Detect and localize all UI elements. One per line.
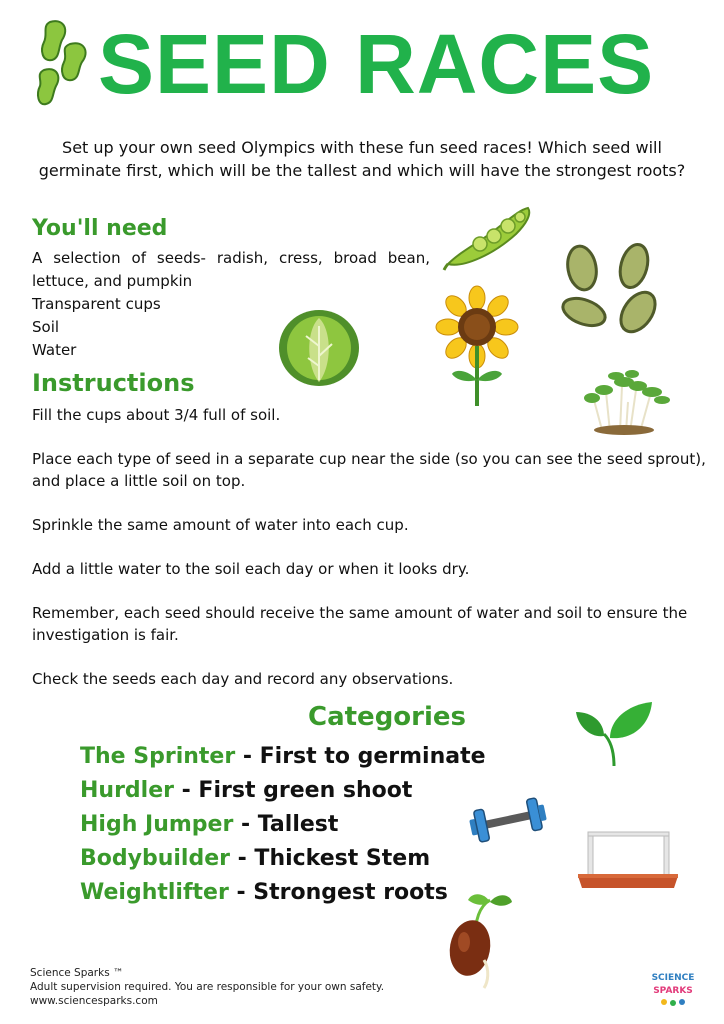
- pumpkin-seeds-icon: [558, 240, 666, 336]
- category-name: High Jumper: [80, 812, 234, 837]
- category-item: [80, 876, 486, 910]
- category-name: Bodybuilder: [80, 846, 230, 871]
- logo-line-2: SPARKS: [653, 986, 693, 996]
- hurdle-icon: [578, 828, 682, 894]
- category-item: [80, 740, 486, 774]
- list-item: Check the seeds each day and record any observations.: [32, 670, 454, 688]
- category-item: [80, 808, 486, 842]
- bean-seeds-icon: [36, 18, 96, 108]
- categories-heading: Categories: [308, 702, 467, 732]
- instructions-heading: Instructions: [32, 369, 195, 397]
- science-sparks-logo-icon: [650, 966, 696, 1008]
- you-need-heading: You'll need: [32, 216, 168, 241]
- category-desc: - Strongest roots: [228, 880, 448, 905]
- list-item: Sprinkle the same amount of water into each cup.: [32, 516, 409, 534]
- dumbbell-icon: [468, 798, 548, 842]
- footer: [30, 966, 384, 1008]
- list-item: Transparent cups: [32, 295, 161, 313]
- sunflower-icon: [438, 288, 516, 408]
- footer-url: www.sciencesparks.com: [30, 995, 158, 1007]
- leaf-icon: [574, 700, 654, 768]
- you-need-list: [32, 247, 430, 362]
- list-item: Place each type of seed in a separate cup near the side (so you can see the seed sprout), and place a little soil on top.: [32, 450, 706, 490]
- categories-list: [80, 740, 486, 910]
- category-name: Hurdler: [80, 778, 174, 803]
- list-item: Add a little water to the soil each day or when it looks dry.: [32, 560, 470, 578]
- category-desc: - Tallest: [233, 812, 339, 837]
- sprouting-bean-icon: [444, 890, 514, 990]
- intro-text: Set up your own seed Olympics with these fun seed races! Which seed will germinate first, which will be the tallest and which will have the strongest roots?: [38, 138, 686, 180]
- pea-pod-icon: [444, 204, 536, 270]
- category-desc: - Thickest Stem: [229, 846, 431, 871]
- list-item: Soil: [32, 318, 60, 336]
- logo-line-1: SCIENCE: [651, 973, 695, 983]
- list-item: Fill the cups about 3/4 full of soil.: [32, 406, 281, 424]
- list-item: A selection of seeds- radish, cress, broad bean, lettuce, and pumpkin: [32, 249, 430, 290]
- footer-brand: Science Sparks ™: [30, 967, 124, 979]
- list-item: Remember, each seed should receive the same amount of water and soil to ensure the investigation is fair.: [32, 604, 688, 644]
- category-desc: - First to germinate: [235, 744, 486, 769]
- category-desc: - First green shoot: [173, 778, 413, 803]
- footer-disclaimer: Adult supervision required. You are responsible for your own safety.: [30, 981, 385, 993]
- instructions-steps: [32, 404, 718, 712]
- list-item: Water: [32, 341, 77, 359]
- category-item: [80, 774, 486, 808]
- lettuce-icon: [276, 306, 362, 388]
- category-name: Weightlifter: [80, 880, 229, 905]
- category-name: The Sprinter: [80, 744, 236, 769]
- category-item: [80, 842, 486, 876]
- page-title: SEED RACES: [98, 17, 655, 111]
